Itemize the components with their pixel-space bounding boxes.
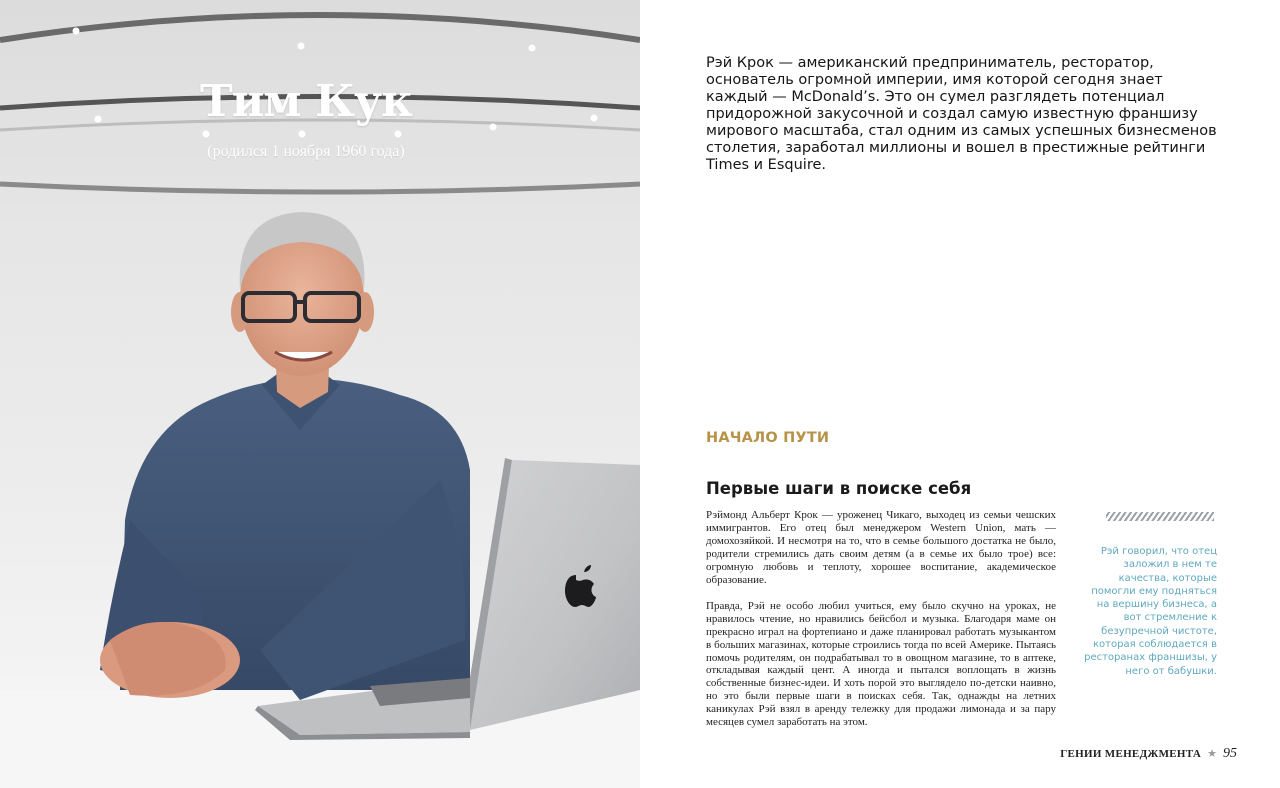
running-title: ГЕНИИ МЕНЕДЖМЕНТА [1060,748,1202,760]
section-heading: Первые шаги в поиске себя [706,479,972,498]
lead-paragraph: Рэй Крок — американский предприниматель, ресторатор, основатель огромной империи, имя которой сегодня знает каждый — McDonald’s. Это он сумел разглядеть потенциал придорожной закусочной и создал самую известную франшизу мирового масштаба, стал одним из самых успешных бизнесменов столетия, заработал миллионы и вошел в престижные рейтинги Times и Esquire. [706,55,1217,173]
section-label: НАЧАЛО ПУТИ [706,430,830,446]
page-number: 95 [1223,746,1237,761]
body-paragraph: Правда, Рэй не особо любил учиться, ему было скучно на уроках, не нравилось чтение, но нравились бейсбол и музыка. Благодаря маме он прекрасно играл на фортепиано и даже планировал работать музыкантом в больших магазинах, которые строились тогда по всей Америке. Пытаясь помочь родителям, он подрабатывал то в овощном магазине, то в аптеке, откладывая каждый цент. А иногда и пытался воплощать в жизнь собственные бизнес-идеи. И хоть порой это выглядело по-детски наивно, но это были первые шаги в поисках себя. Так, однажды на летних каникулах Рэй взял в аренду тележку для продажи лимонада и за пару месяцев сумел заработать на этом. [706,599,1056,729]
page-footer [1060,746,1237,762]
decorative-hatch [1106,512,1214,521]
star-icon: ★ [1207,748,1217,760]
body-text [706,509,1056,742]
page-title: Тим Кук [200,76,412,127]
body-paragraph: Рэймонд Альберт Крок — уроженец Чикаго, выходец из семьи чешских иммигрантов. Его отец был менеджером Western Union, мать — домохозяйкой. И несмотря на то, что в семье большого достатка не было, родители стремились дать своим детям (а в семье их было трое) все: огромную любовь и теплоту, хорошее воспитание, академическое образование. [706,509,1056,586]
sidenote-quote: Рэй говорил, что отец заложил в нем те качества, которые помогли ему подняться на вершину бизнеса, а вот стремление к безупречной чистоте, которая соблюдается в ресторанах франшизы, у него от бабушки. [1084,546,1217,677]
birth-date-subtitle: (родился 1 ноября 1960 года) [207,143,405,160]
person [100,212,470,700]
